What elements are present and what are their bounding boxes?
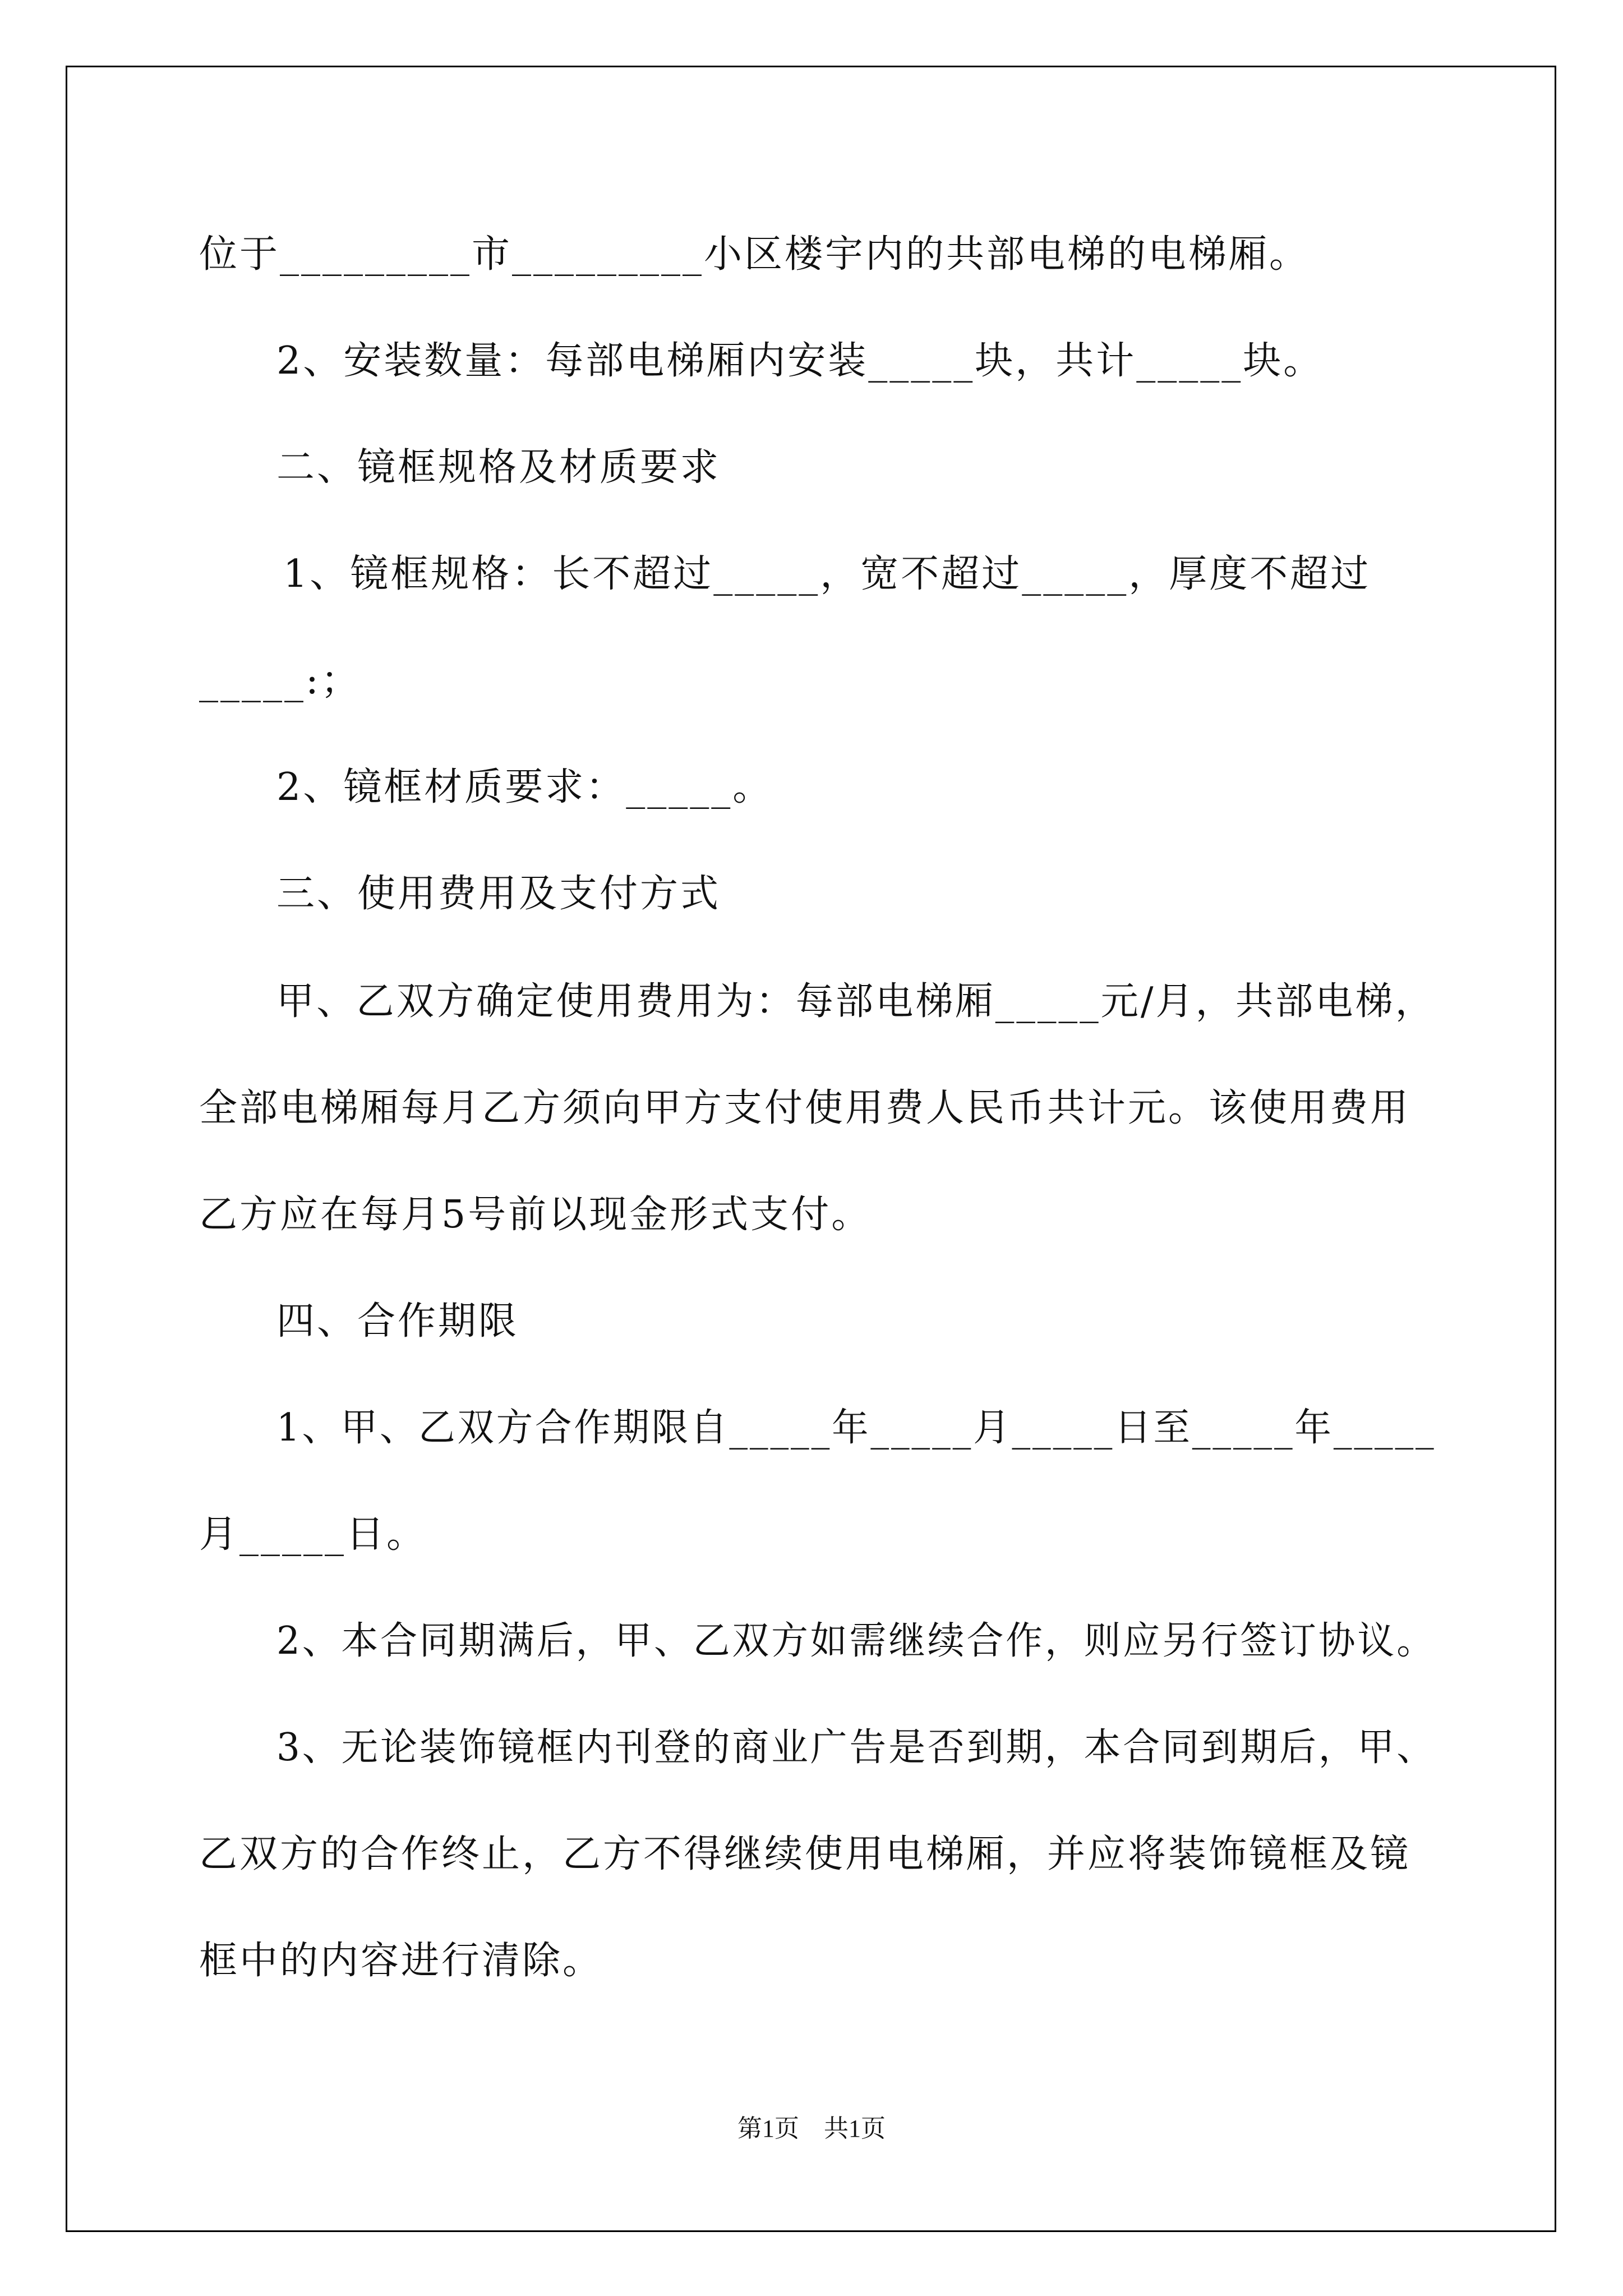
paragraph-line-6: 2、镜框材质要求：_____。 [276,765,773,809]
section-heading-3: 三、使用费用及支付方式 [276,872,721,916]
paragraph-line-5: _____:； [199,659,361,703]
paragraph-line-15: 3、无论装饰镜框内刊登的商业广告是否到期，本合同到期后，甲、 [276,1726,1436,1770]
paragraph-line-13: 月_____日。 [199,1512,427,1557]
page-border [66,66,1556,2232]
paragraph-line-2: 2、安装数量：每部电梯厢内安装_____块，共计_____块。 [276,339,1324,383]
section-heading-2: 二、镜框规格及材质要求 [276,445,721,490]
paragraph-line-12: 1、甲、乙双方合作期限自_____年_____月_____日至_____年_____ [276,1406,1436,1450]
paragraph-line-17: 框中的内容进行清除。 [199,1939,603,1983]
paragraph-line-14: 2、本合同期满后，甲、乙双方如需继续合作，则应另行签订协议。 [276,1619,1436,1663]
paragraph-line-16: 乙双方的合作终止，乙方不得继续使用电梯厢，并应将装饰镜框及镜 [199,1832,1411,1876]
page-number: 第1页 共1页 [737,2115,886,2142]
section-heading-4: 四、合作期限 [276,1299,519,1343]
paragraph-line-4: 1、镜框规格：长不超过_____，宽不超过_____，厚度不超过 [283,552,1371,596]
paragraph-line-10: 乙方应在每月5号前以现金形式支付。 [199,1193,872,1237]
paragraph-line-8: 甲、乙双方确定使用费用为：每部电梯厢_____元/月，共部电梯， [276,979,1435,1024]
paragraph-line-1: 位于_________市_________小区楼宇内的共部电梯的电梯厢。 [199,232,1310,277]
paragraph-line-9: 全部电梯厢每月乙方须向甲方支付使用费人民币共计元。该使用费用 [199,1086,1411,1130]
